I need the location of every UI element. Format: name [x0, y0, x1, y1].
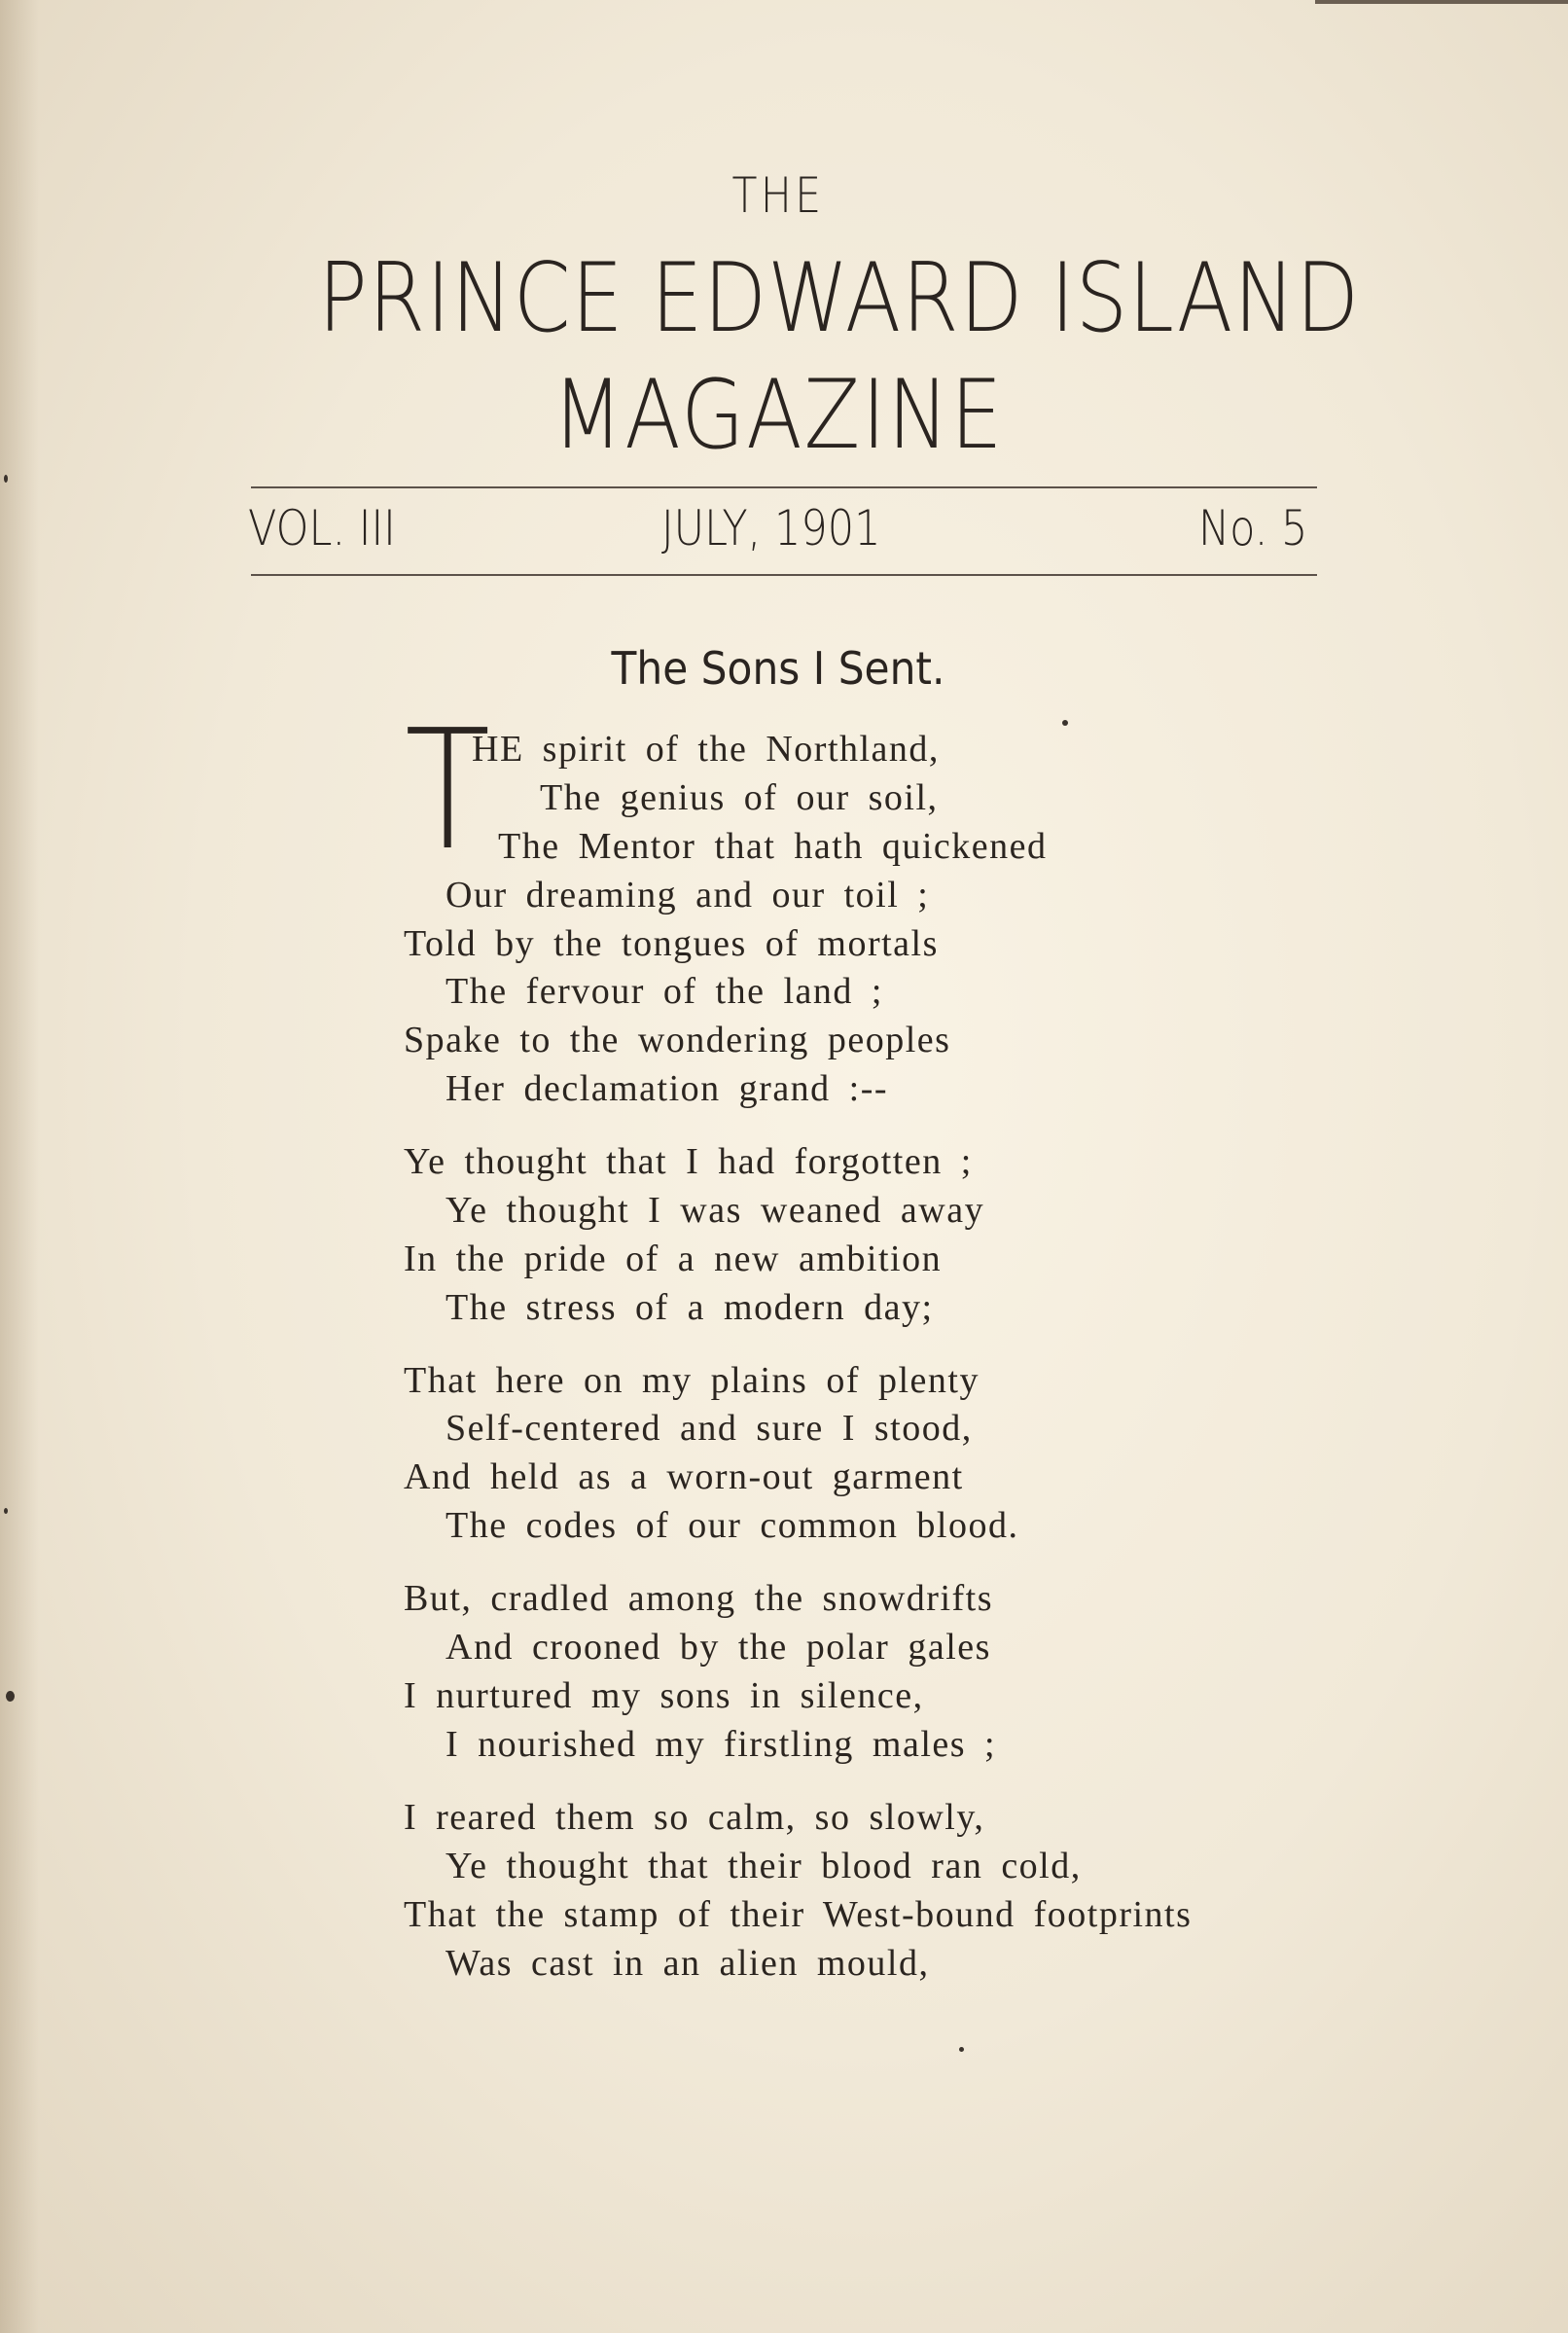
issue-number: No. 5	[1198, 500, 1308, 556]
poem-line: The fervour of the land ;	[445, 971, 883, 1012]
poem-line: The genius of our soil,	[540, 777, 939, 818]
masthead-magazine: MAGAZINE	[552, 360, 1005, 471]
poem-line: And held as a worn-out garment	[404, 1456, 964, 1497]
spine-shadow	[0, 0, 39, 2333]
poem-line: I reared them so calm, so slowly,	[404, 1797, 985, 1838]
poem-line: Told by the tongues of mortals	[404, 923, 939, 964]
poem-line: In the pride of a new ambition	[404, 1238, 943, 1279]
top-rule	[251, 486, 1317, 488]
drop-cap: T	[405, 695, 491, 887]
paper-speck	[4, 475, 8, 483]
poem-line: Ye thought that their blood ran cold,	[445, 1846, 1082, 1886]
poem-line: And crooned by the polar gales	[445, 1627, 991, 1668]
volume-label: VOL. III	[248, 500, 396, 556]
poem-line: That the stamp of their West-bound footprints	[404, 1894, 1193, 1935]
poem-line: Self-centered and sure I stood,	[445, 1408, 973, 1449]
poem-line: Ye thought that I had forgotten ;	[404, 1141, 973, 1182]
masthead-the: THE	[731, 167, 825, 224]
poem-line: I nurtured my sons in silence,	[404, 1675, 924, 1716]
poem-line: The stress of a modern day;	[445, 1287, 934, 1328]
poem-line: The codes of our common blood.	[445, 1505, 1019, 1546]
issue-date: JULY, 1901	[661, 500, 881, 556]
paper-speck	[1062, 720, 1068, 726]
poem-line: But, cradled among the snowdrifts	[404, 1578, 994, 1619]
poem-line: Her declamation grand :--	[445, 1068, 889, 1109]
poem-title: The Sons I Sent.	[611, 642, 945, 695]
poem-line: Spake to the wondering peoples	[404, 1020, 951, 1060]
paper-speck	[6, 1691, 15, 1702]
poem-line: The Mentor that hath quickened	[498, 826, 1048, 867]
poem-line: That here on my plains of plenty	[404, 1360, 980, 1401]
poem-line: Ye thought I was weaned away	[445, 1190, 985, 1231]
paper-speck	[4, 1508, 8, 1514]
poem-line: Was cast in an alien mould,	[445, 1943, 930, 1984]
masthead-title: PRINCE EDWARD ISLAND	[318, 243, 1360, 354]
poem-line: I nourished my firstling males ;	[445, 1724, 997, 1765]
paper-speck	[959, 2047, 964, 2052]
bottom-rule	[251, 574, 1317, 576]
poem-line: HE spirit of the Northland,	[472, 729, 940, 770]
poem-line: Our dreaming and our toil ;	[445, 875, 930, 915]
page-edge	[1315, 0, 1568, 4]
